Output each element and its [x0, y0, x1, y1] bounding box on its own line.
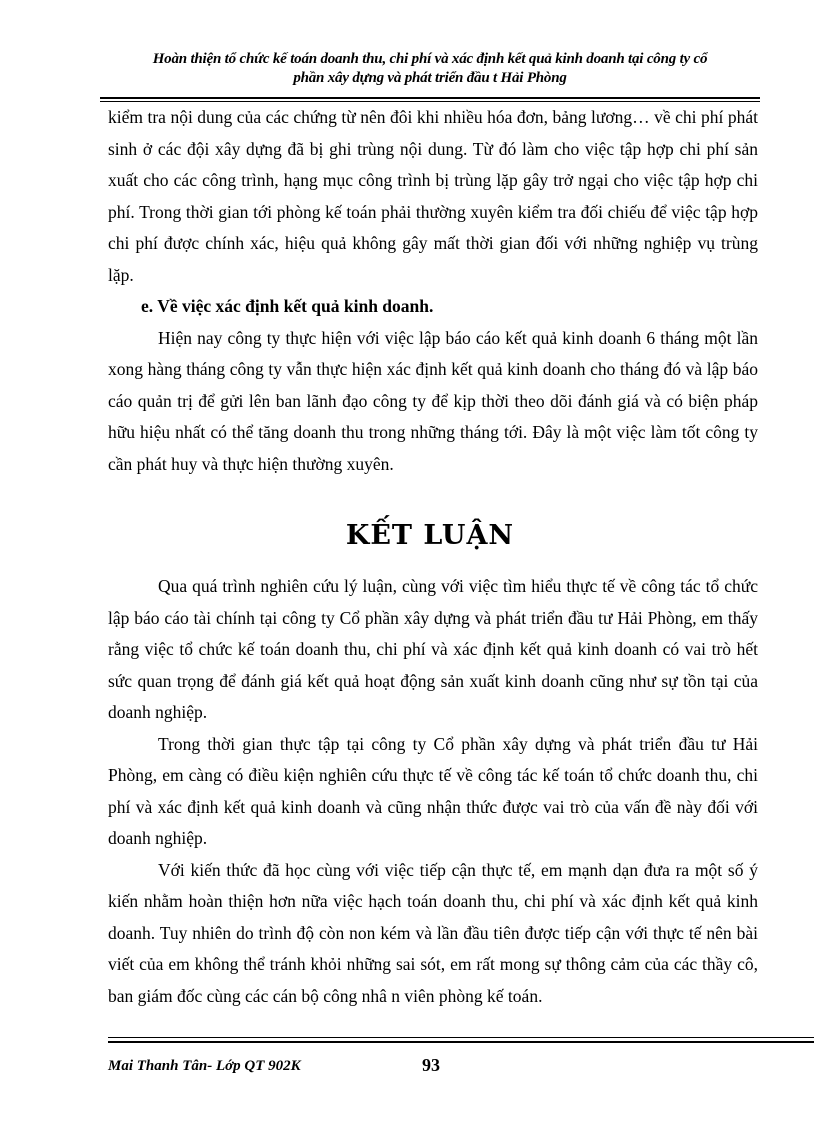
- conclusion-paragraph: Trong thời gian thực tập tại công ty Cổ phần xây dựng và phát triển đầu tư Hải Phòng, em càng có điều kiện nghiên cứu thực tế về công tác kế toán tổ chức doanh thu, chi phí và xác định kết quả kinh doanh và cũng nhận thức được vai trò của vấn đề này đối với doanh nghiệp.: [108, 733, 758, 848]
- header-rule-thick: [100, 97, 760, 99]
- footer-rule-thin: [108, 1037, 814, 1038]
- section-heading: e. Về việc xác định kết quả kinh doanh.: [141, 296, 434, 316]
- page-number: 93: [422, 1055, 440, 1075]
- section-e-block: [108, 102, 758, 480]
- conclusion-paragraph: Qua quá trình nghiên cứu lý luận, cùng với việc tìm hiểu thực tế về công tác tổ chức lập báo cáo tài chính tại công ty Cổ phần xây dựng và phát triển đầu tư Hải Phòng, em thấy rằng việc tổ chức kế toán doanh thu, chi phí và xác định kết quả kinh doanh có vai trò hết sức quan trọng để đánh giá kết quả hoạt động sản xuất kinh doanh cũng như sự tồn tại của doanh nghiệp.: [108, 576, 758, 722]
- footer-author: Mai Thanh Tân- Lớp QT 902K: [108, 1058, 301, 1074]
- continuation-paragraph: kiểm tra nội dung của các chứng từ nên đôi khi nhiều hóa đơn, bảng lương… về chi phí phát sinh ở các đội xây dựng đã bị ghi trùng nội dung. Từ đó làm cho việc tập hợp chi phí sản xuất cho các công trình, hạng mục công trình bị trùng lặp gây trở ngại cho việc tập hợp chi phí. Trong thời gian tới phòng kế toán phải thường xuyên kiểm tra đối chiếu để việc tập hợp chi phí được chính xác, hiệu quả không gây mất thời gian đối với những nghiệp vụ trùng lặp.: [108, 107, 758, 285]
- footer-rule-thick: [108, 1041, 814, 1043]
- conclusion-block: [108, 571, 758, 1012]
- body-paragraph: Hiện nay công ty thực hiện với việc lập báo cáo kết quả kinh doanh 6 tháng một lần xong hàng tháng công ty vẫn thực hiện xác định kết quả kinh doanh cho tháng đó và lập báo cáo quản trị để gửi lên ban lãnh đạo công ty để kịp thời theo dõi đánh giá và có biện pháp hữu hiệu nhất có thể tăng doanh thu trong những tháng tới. Đây là một việc làm tốt công ty cần phát huy và thực hiện thường xuyên.: [108, 327, 758, 474]
- running-header: [100, 50, 760, 88]
- header-title-line2: phần xây dựng và phát triển đầu t Hải Phòng: [293, 70, 567, 86]
- conclusion-title: KẾT LUẬN: [345, 520, 515, 551]
- header-title-line1: Hoàn thiện tổ chức kế toán doanh thu, chi phí và xác định kết quả kinh doanh tại công ty cổ: [152, 51, 708, 67]
- conclusion-paragraph: Với kiến thức đã học cùng với việc tiếp cận thực tế, em mạnh dạn đưa ra một số ý kiến nhằm hoàn thiện hơn nữa việc hạch toán doanh thu, chi phí và xác định kết quả kinh doanh. Tuy nhiên do trình độ còn non kém và lần đầu tiên được tiếp cận với thực tế nên bài viết của em không thể tránh khỏi những sai sót, em rất mong sự thông cảm của các thầy cô, ban giám đốc cùng các cán bộ công nhâ n viên phòng kế toán.: [108, 859, 758, 1006]
